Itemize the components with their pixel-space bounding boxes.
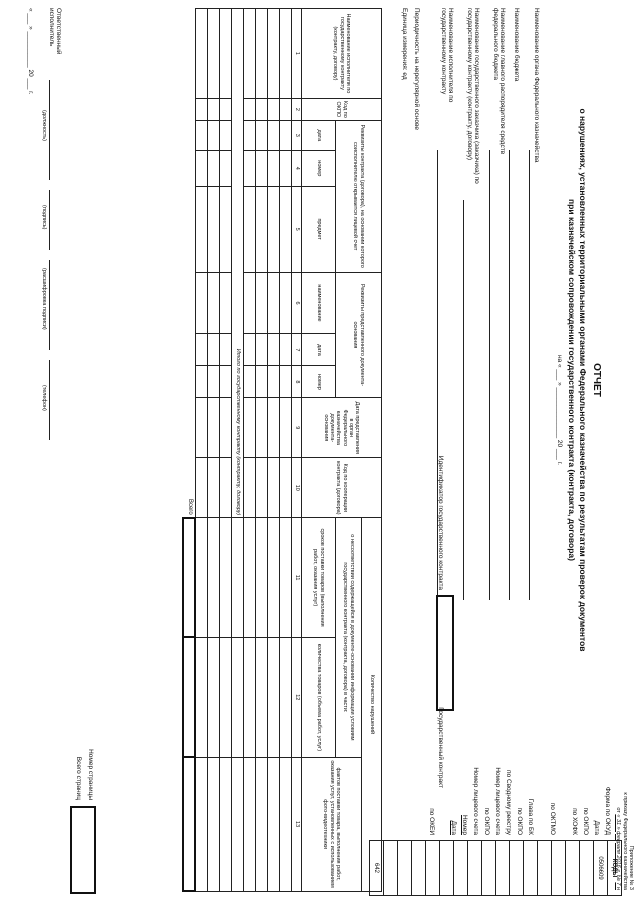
th-coop-code: Код по кооперации контракта (договора) <box>302 458 382 518</box>
label-okpo-3: по ОКПО <box>483 807 490 835</box>
th-okpo: Код по ОКПО <box>302 98 382 120</box>
codes-box <box>369 840 622 896</box>
field-treasury-body: Наименование органа Федерального казначейства <box>533 8 540 163</box>
pages-total-label: Всего страниц <box>75 756 82 800</box>
label-number: Номер <box>461 814 468 835</box>
field-customer-line <box>463 200 464 600</box>
page-number-box <box>70 806 96 894</box>
label-hofk: по ХОФК <box>571 808 578 835</box>
th-mismatch: о несоответствии содержащейся в документе-основании информации условиям государственного контракта (контракта, договора) в части: <box>336 518 362 757</box>
table-row <box>196 9 208 892</box>
table-row <box>268 9 280 892</box>
appendix-line-2: к приказу Федерального казначейства <box>621 792 628 890</box>
th-doc-date: дата <box>302 334 336 366</box>
th-submit-date: Дата представления в орган Федерального казначейства документа-основания <box>302 398 382 458</box>
contract-id-label: Идентификатор государственного контракта <box>437 455 444 590</box>
sign-position: (должность) <box>41 110 47 141</box>
label-registry: по Сводному реестру <box>505 770 512 835</box>
th-date: дата <box>302 120 336 150</box>
code-okei: 642 <box>370 841 384 896</box>
responsible-label: Ответственный исполнитель <box>47 8 62 55</box>
sign-phone: (телефон) <box>41 385 47 411</box>
field-budget-line <box>509 150 510 600</box>
codes-header: КОДЫ <box>608 841 622 896</box>
appendix-line-1: Приложение № 3 <box>628 845 634 890</box>
th-contract-req: Реквизиты контракта (договора), на основании которого соисполнителю открывается лицевой счет <box>336 120 382 272</box>
field-main-manager: Наименование главного распорядителя средств федерального бюджета <box>491 8 506 155</box>
field-executor: Наименование исполнителя по государственному контракту <box>439 8 454 103</box>
page-number-label: Номер страницы <box>87 749 94 800</box>
th-photo: фактов поставки товара, выполнения работ, оказания услуг, установленных с использованием фото-видеотехники <box>302 757 362 891</box>
th-doc-req: Реквизиты представленного документа-основания <box>336 272 382 398</box>
code-okud: 0506609 <box>594 841 608 896</box>
field-unit: Единица измерения: ед <box>401 8 408 80</box>
table-row <box>244 9 256 892</box>
appendix-line-3: от « 31 » февраля 2016 г. № 7 н <box>615 807 622 890</box>
gov-contract-label: Государственный контракт <box>437 707 444 788</box>
th-terms: сроков поставки товаров (выполнения работ, оказания услуг) <box>302 518 336 638</box>
label-account-2: Номер лицевого счета <box>472 767 479 835</box>
subtotal-label: Итого по государственному контракту (контракту, договору) <box>232 9 244 518</box>
field-treasury-body-line <box>529 150 530 600</box>
label-doc-date: Дата <box>450 820 457 835</box>
th-violations: Количество нарушений <box>362 518 382 891</box>
th-subject: предмет <box>302 186 336 272</box>
label-okpo-2: по ОКПО <box>516 807 523 835</box>
th-qty: количества товаров (объема работ, услуг) <box>302 637 336 757</box>
th-executor: Наименование исполнителя по государственному контракту (контракту, договору) <box>302 9 382 99</box>
sign-signature: (подпись) <box>41 205 47 230</box>
label-oktmo: по ОКТМО <box>549 802 556 835</box>
violations-table <box>183 8 383 892</box>
report-title: ОТЧЕТ <box>591 363 602 397</box>
sign-decode: (расшифровка подписи) <box>41 268 47 330</box>
total-label: Всего <box>186 498 193 515</box>
table-number-row: 1 2 3 4 5 6 7 8 9 10 11 12 13 <box>292 9 302 892</box>
th-doc-name: наименование <box>302 272 336 334</box>
label-okei: по ОКЕИ <box>428 808 435 835</box>
right-labels <box>424 735 622 835</box>
field-budget: Наименование бюджета <box>513 8 520 82</box>
report-subtitle-line-1: о нарушениях, установленных территориальными органами Федерального казначейства по результатам проверок документов <box>578 108 588 652</box>
table-row <box>220 9 232 892</box>
label-account-1: Номер лицевого счета <box>494 767 501 835</box>
label-bk: Глава по БК <box>527 798 534 835</box>
th-doc-number: номер <box>302 366 336 398</box>
table-row <box>256 9 268 892</box>
sign-date: « ___ » __________ 20 ___ г. <box>27 8 34 95</box>
field-main-manager-line <box>489 150 490 600</box>
table-row <box>280 9 292 892</box>
field-customer: Наименование государственного заказчика (заказчика) по государственному контракту (контракту, договору) <box>465 8 480 184</box>
th-number: номер <box>302 150 336 186</box>
subtotal-row <box>232 9 244 892</box>
report-date-line: на « ___ » ______________ 20 ___ г. <box>556 355 563 465</box>
label-date: Дата <box>593 820 600 835</box>
field-periodicity: Периодичность на нерегулярной основе <box>413 8 420 130</box>
total-row <box>184 9 196 892</box>
table-row <box>208 9 220 892</box>
label-okpo-1: по ОКПО <box>582 807 589 835</box>
report-subtitle-line-2: при казначейском сопровождении государственного контракта (контракта, договора) <box>567 199 577 561</box>
label-okud: Форма по ОКУД <box>604 786 611 835</box>
